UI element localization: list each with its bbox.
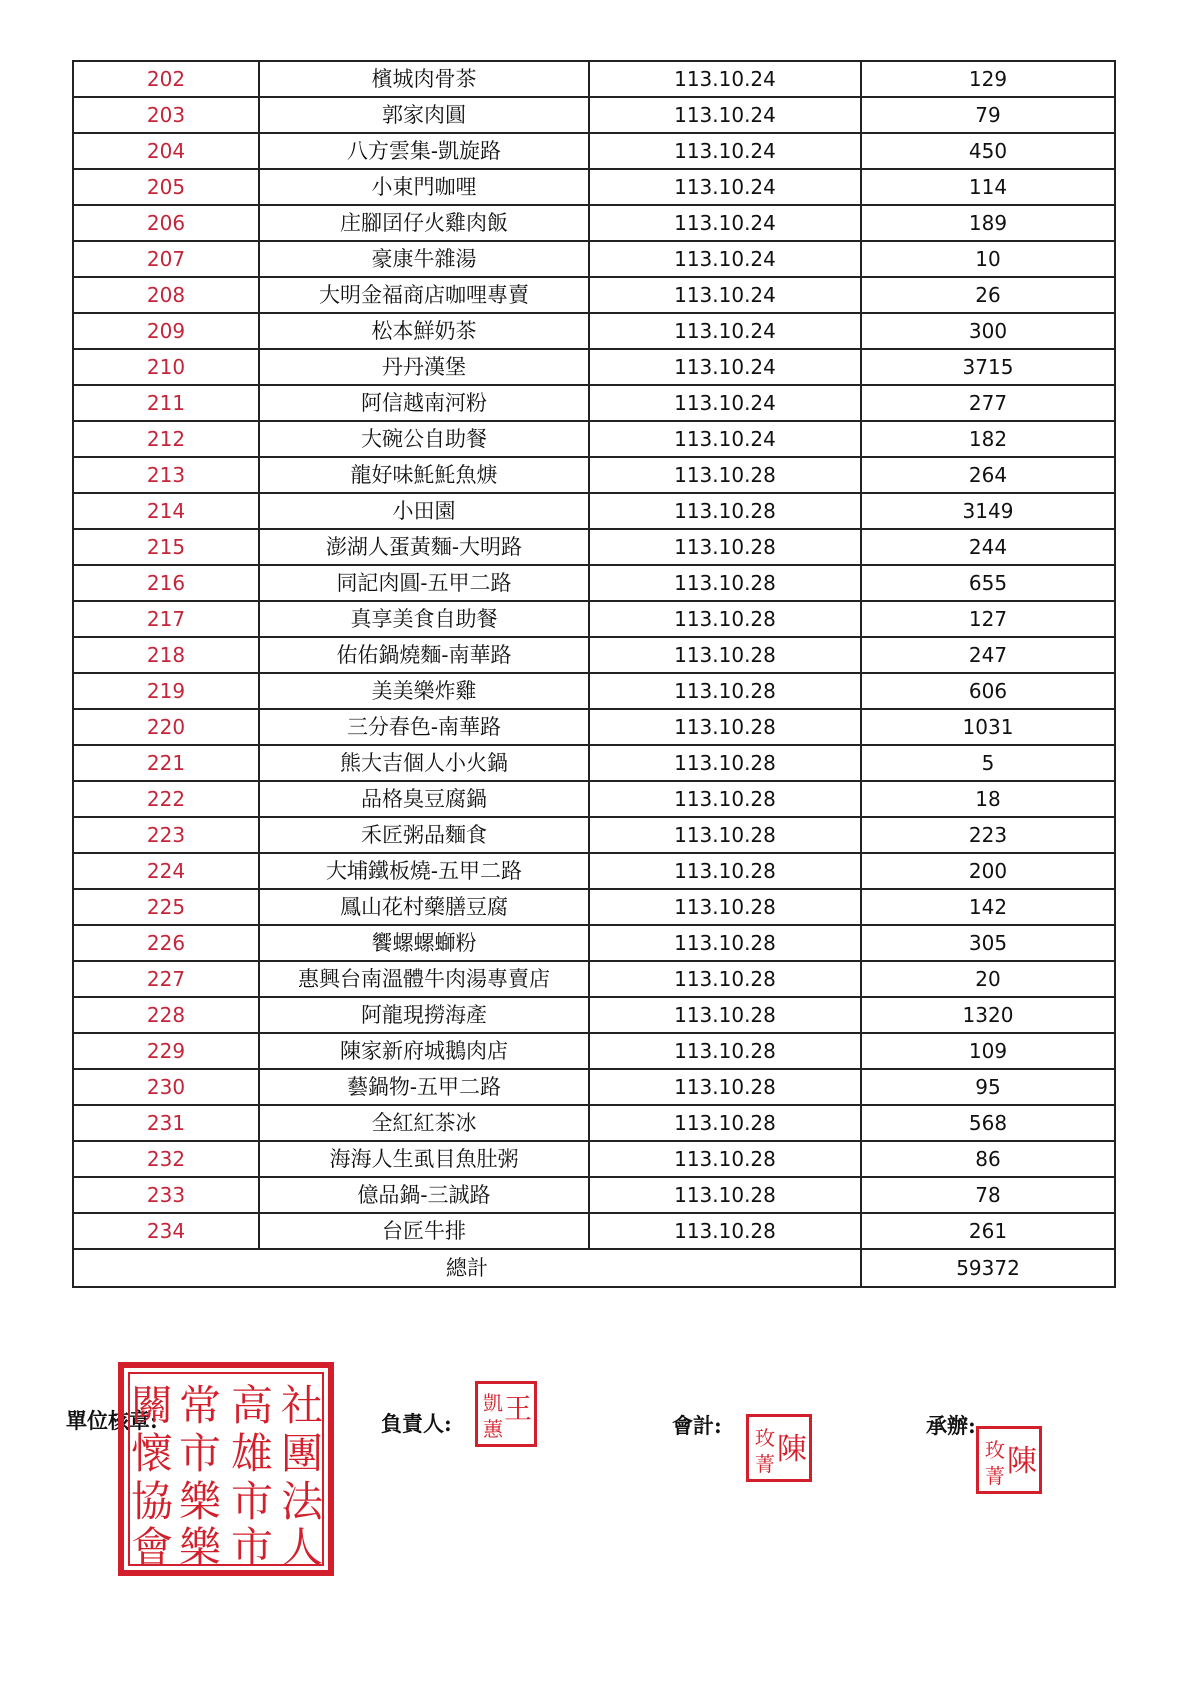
store-name: 丹丹漢堡 [259,349,589,385]
donation-date: 113.10.24 [589,277,861,313]
store-name: 大碗公自助餐 [259,421,589,457]
svg-text:玫: 玫 [985,1438,1005,1462]
donation-amount: 200 [861,853,1115,889]
donation-amount: 223 [861,817,1115,853]
svg-text:菁: 菁 [985,1464,1005,1488]
store-name: 阿龍現撈海產 [259,997,589,1033]
table-row [73,133,1115,169]
row-number: 217 [73,601,259,637]
table-row [73,277,1115,313]
svg-text:陳: 陳 [777,1432,807,1467]
store-name: 庄腳囝仔火雞肉飯 [259,205,589,241]
store-name: 小田園 [259,493,589,529]
store-name: 小東門咖哩 [259,169,589,205]
donation-amount: 264 [861,457,1115,493]
table-row [73,1177,1115,1213]
table-row [73,817,1115,853]
store-name: 龍好味魠魠魚焿 [259,457,589,493]
store-name: 藝鍋物-五甲二路 [259,1069,589,1105]
donation-date: 113.10.28 [589,637,861,673]
svg-text:陳: 陳 [1007,1444,1037,1479]
donation-amount: 18 [861,781,1115,817]
donation-date: 113.10.24 [589,169,861,205]
store-name: 豪康牛雜湯 [259,241,589,277]
donation-date: 113.10.24 [589,97,861,133]
table-row [73,1069,1115,1105]
table-row [73,673,1115,709]
store-name: 熊大吉個人小火鍋 [259,745,589,781]
donation-amount: 1031 [861,709,1115,745]
donation-date: 113.10.24 [589,313,861,349]
table-row [73,1213,1115,1249]
responsible-seal [475,1381,537,1447]
row-number: 230 [73,1069,259,1105]
table-row [73,997,1115,1033]
donation-amount: 606 [861,673,1115,709]
total-amount: 59372 [861,1249,1115,1287]
store-name: 八方雲集-凱旋路 [259,133,589,169]
store-name: 大明金福商店咖哩專賣 [259,277,589,313]
store-name: 三分春色-南華路 [259,709,589,745]
donation-amount: 568 [861,1105,1115,1141]
donation-amount: 3715 [861,349,1115,385]
donation-amount: 277 [861,385,1115,421]
table-row [73,1033,1115,1069]
donation-date: 113.10.28 [589,817,861,853]
row-number: 216 [73,565,259,601]
donation-amount: 1320 [861,997,1115,1033]
table-row [73,889,1115,925]
svg-text:市: 市 [230,1523,274,1570]
svg-text:王: 王 [503,1392,533,1425]
table-row [73,853,1115,889]
table-row [73,781,1115,817]
store-name: 美美樂炸雞 [259,673,589,709]
donation-date: 113.10.28 [589,565,861,601]
handler-label: 承辦: [926,1413,976,1438]
store-name: 品格臭豆腐鍋 [259,781,589,817]
donation-amount: 182 [861,421,1115,457]
total-row [73,1249,1115,1287]
donation-date: 113.10.28 [589,961,861,997]
svg-text:協: 協 [130,1477,174,1526]
donation-date: 113.10.28 [589,493,861,529]
table-row [73,925,1115,961]
store-name: 真享美食自助餐 [259,601,589,637]
donation-amount: 26 [861,277,1115,313]
donation-amount: 86 [861,1141,1115,1177]
donation-amount: 244 [861,529,1115,565]
row-number: 233 [73,1177,259,1213]
row-number: 209 [73,313,259,349]
table-row [73,457,1115,493]
donation-date: 113.10.28 [589,601,861,637]
table-row [73,1105,1115,1141]
donation-date: 113.10.24 [589,133,861,169]
table-row [73,1141,1115,1177]
store-name: 大埔鐵板燒-五甲二路 [259,853,589,889]
svg-text:蕙: 蕙 [483,1417,503,1441]
table-row [73,349,1115,385]
svg-text:法: 法 [280,1477,324,1526]
table-row [73,241,1115,277]
store-name: 陳家新府城鵝肉店 [259,1033,589,1069]
table-row [73,961,1115,997]
row-number: 227 [73,961,259,997]
row-number: 214 [73,493,259,529]
table-row [73,421,1115,457]
accountant-seal-icon [749,1417,809,1479]
row-number: 215 [73,529,259,565]
responsible-label: 負責人: [381,1411,452,1436]
table-row [73,205,1115,241]
donation-date: 113.10.28 [589,1213,861,1249]
donation-date: 113.10.28 [589,1069,861,1105]
donation-amount: 78 [861,1177,1115,1213]
donation-date: 113.10.24 [589,61,861,97]
association-seal-icon [124,1368,328,1570]
store-name: 台匠牛排 [259,1213,589,1249]
row-number: 206 [73,205,259,241]
row-number: 208 [73,277,259,313]
svg-text:雄: 雄 [230,1429,274,1478]
store-name: 佑佑鍋燒麵-南華路 [259,637,589,673]
donation-amount: 450 [861,133,1115,169]
donation-date: 113.10.24 [589,205,861,241]
row-number: 212 [73,421,259,457]
store-name: 億品鍋-三誠路 [259,1177,589,1213]
row-number: 222 [73,781,259,817]
donation-date: 113.10.24 [589,385,861,421]
donation-date: 113.10.28 [589,781,861,817]
total-label: 總計 [73,1249,861,1287]
donation-amount: 95 [861,1069,1115,1105]
store-name: 禾匠粥品麵食 [259,817,589,853]
store-name: 惠興台南溫體牛肉湯專賣店 [259,961,589,997]
svg-text:樂: 樂 [178,1477,222,1526]
row-number: 224 [73,853,259,889]
donation-amount: 300 [861,313,1115,349]
svg-text:高: 高 [230,1381,274,1430]
svg-text:市: 市 [178,1429,222,1478]
store-name: 全紅紅茶冰 [259,1105,589,1141]
svg-text:人: 人 [280,1523,324,1570]
donation-date: 113.10.28 [589,1105,861,1141]
row-number: 204 [73,133,259,169]
svg-text:樂: 樂 [178,1523,222,1570]
donation-date: 113.10.28 [589,529,861,565]
store-name: 鳳山花村藥膳豆腐 [259,889,589,925]
donation-table [72,60,1116,1288]
donation-date: 113.10.28 [589,925,861,961]
donation-date: 113.10.28 [589,457,861,493]
table-row [73,385,1115,421]
row-number: 223 [73,817,259,853]
row-number: 226 [73,925,259,961]
row-number: 234 [73,1213,259,1249]
row-number: 218 [73,637,259,673]
donation-amount: 305 [861,925,1115,961]
donation-date: 113.10.28 [589,745,861,781]
row-number: 205 [73,169,259,205]
store-name: 檳城肉骨茶 [259,61,589,97]
row-number: 202 [73,61,259,97]
donation-amount: 129 [861,61,1115,97]
row-number: 219 [73,673,259,709]
svg-text:常: 常 [178,1381,222,1430]
table-body [73,61,1115,1249]
row-number: 228 [73,997,259,1033]
donation-date: 113.10.24 [589,421,861,457]
donation-amount: 247 [861,637,1115,673]
svg-text:團: 團 [280,1429,324,1478]
store-name: 澎湖人蛋黃麵-大明路 [259,529,589,565]
donation-amount: 20 [861,961,1115,997]
handler-seal-icon [979,1429,1039,1491]
store-name: 海海人生虱目魚肚粥 [259,1141,589,1177]
table-row [73,745,1115,781]
donation-amount: 10 [861,241,1115,277]
svg-text:關: 關 [130,1381,174,1430]
donation-amount: 142 [861,889,1115,925]
donation-amount: 261 [861,1213,1115,1249]
table-row [73,493,1115,529]
row-number: 221 [73,745,259,781]
donation-date: 113.10.28 [589,709,861,745]
donation-date: 113.10.28 [589,673,861,709]
row-number: 231 [73,1105,259,1141]
donation-amount: 5 [861,745,1115,781]
row-number: 203 [73,97,259,133]
table-row [73,565,1115,601]
table-row [73,313,1115,349]
donation-amount: 3149 [861,493,1115,529]
donation-amount: 109 [861,1033,1115,1069]
donation-amount: 655 [861,565,1115,601]
table-row [73,97,1115,133]
responsible-seal-icon [478,1384,534,1444]
table-row [73,637,1115,673]
store-name: 阿信越南河粉 [259,385,589,421]
donation-amount: 79 [861,97,1115,133]
donation-date: 113.10.28 [589,853,861,889]
donation-date: 113.10.28 [589,997,861,1033]
svg-text:凱: 凱 [483,1391,503,1415]
row-number: 225 [73,889,259,925]
row-number: 220 [73,709,259,745]
store-name: 松本鮮奶茶 [259,313,589,349]
svg-text:市: 市 [230,1477,274,1526]
accountant-seal [746,1414,812,1482]
store-name: 郭家肉圓 [259,97,589,133]
table-row [73,529,1115,565]
svg-text:會: 會 [130,1523,174,1570]
row-number: 207 [73,241,259,277]
store-name: 同記肉圓-五甲二路 [259,565,589,601]
row-number: 210 [73,349,259,385]
donation-date: 113.10.28 [589,1141,861,1177]
table-row [73,601,1115,637]
accountant-label: 會計: [672,1413,722,1438]
svg-text:菁: 菁 [755,1452,775,1476]
store-name: 饗螺螺螄粉 [259,925,589,961]
svg-text:玫: 玫 [755,1426,775,1450]
table-row [73,709,1115,745]
row-number: 232 [73,1141,259,1177]
handler-seal [976,1426,1042,1494]
unit-stamp-label: 單位核章: [66,1408,158,1433]
association-seal [118,1362,334,1576]
row-number: 213 [73,457,259,493]
table-row [73,61,1115,97]
row-number: 211 [73,385,259,421]
donation-date: 113.10.28 [589,889,861,925]
donation-amount: 114 [861,169,1115,205]
donation-date: 113.10.28 [589,1033,861,1069]
donation-date: 113.10.24 [589,349,861,385]
svg-text:懷: 懷 [130,1429,174,1478]
svg-text:社: 社 [280,1381,324,1430]
donation-amount: 189 [861,205,1115,241]
donation-amount: 127 [861,601,1115,637]
row-number: 229 [73,1033,259,1069]
donation-date: 113.10.28 [589,1177,861,1213]
table-row [73,169,1115,205]
donation-date: 113.10.24 [589,241,861,277]
